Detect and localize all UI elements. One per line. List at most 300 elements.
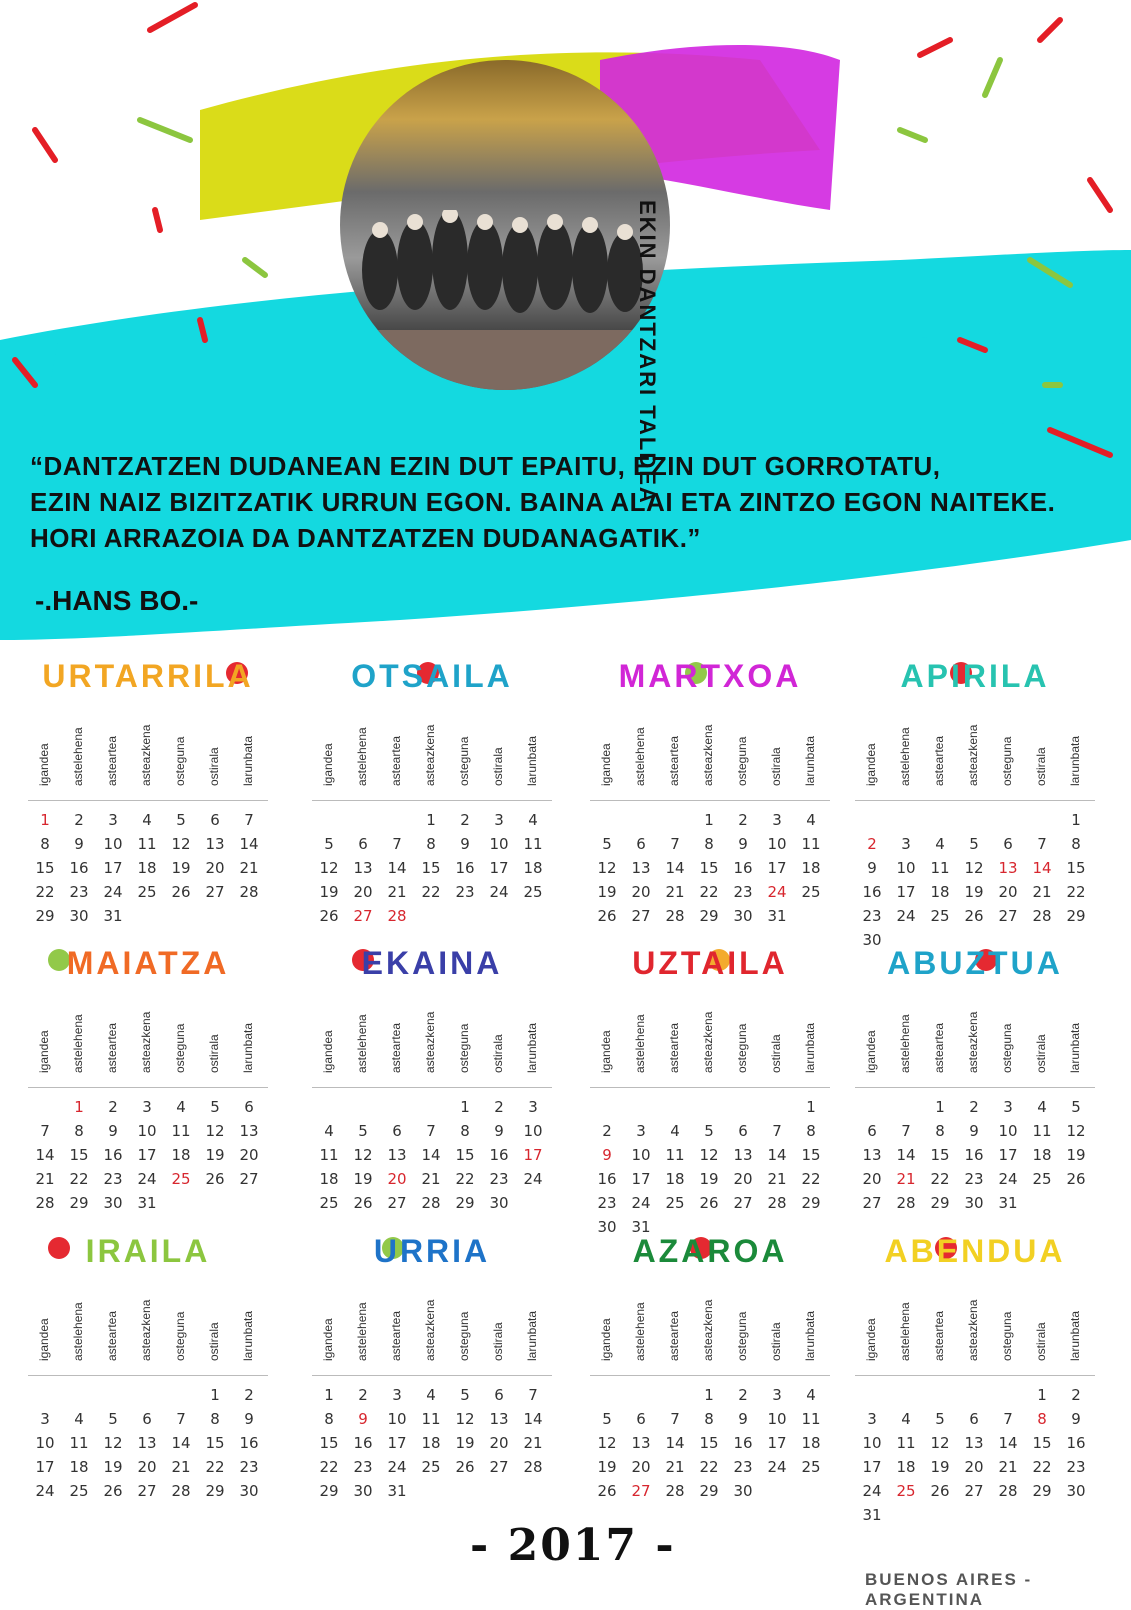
weekday-label: ostirala — [491, 747, 505, 786]
day: 9 — [602, 1146, 612, 1164]
quote-author: -.HANS BO.- — [35, 585, 199, 616]
day: 20 — [998, 883, 1018, 901]
day: 25 — [319, 1194, 339, 1212]
weekday-label: osteguna — [735, 736, 749, 786]
day: 25 — [69, 1482, 89, 1500]
day: 5 — [602, 1410, 612, 1428]
weekday-header — [590, 704, 830, 801]
day: 12 — [319, 859, 339, 877]
day: 5 — [176, 811, 186, 829]
weekday-label: igandea — [864, 743, 878, 786]
day: 11 — [665, 1146, 685, 1164]
day: 1 — [74, 1098, 84, 1116]
weekday-header — [28, 704, 268, 801]
weekday-cell — [590, 1279, 624, 1375]
weekday-cell — [232, 991, 266, 1087]
day: 12 — [455, 1410, 475, 1428]
weekday-cell — [164, 1279, 198, 1375]
weekday-cell — [760, 704, 794, 800]
place: BUENOS AIRES - ARGENTINA — [865, 1570, 1033, 1609]
day: 8 — [460, 1122, 470, 1140]
weekday-cell — [692, 1279, 726, 1375]
day: 21 — [35, 1170, 55, 1188]
weekday-label: ostirala — [207, 1322, 221, 1361]
day: 29 — [205, 1482, 225, 1500]
empty-day — [380, 1098, 414, 1122]
weekday-header — [312, 991, 552, 1088]
day: 11 — [523, 835, 543, 853]
day: 8 — [935, 1122, 945, 1140]
day: 9 — [867, 859, 877, 877]
day: 23 — [597, 1194, 617, 1212]
day: 8 — [1071, 835, 1081, 853]
day: 14 — [239, 835, 259, 853]
weekday-label: astelehena — [71, 727, 85, 786]
day: 3 — [40, 1410, 50, 1428]
day: 14 — [665, 859, 685, 877]
day: 17 — [35, 1458, 55, 1476]
day: 1 — [704, 1386, 714, 1404]
day: 3 — [772, 1386, 782, 1404]
day: 25 — [523, 883, 543, 901]
weekday-label: igandea — [321, 743, 335, 786]
day: 15 — [421, 859, 441, 877]
weekday-cell — [312, 991, 346, 1087]
day: 20 — [137, 1458, 157, 1476]
month-9 — [28, 1233, 268, 1506]
day: 19 — [930, 1458, 950, 1476]
month-name-text: EKAINA — [361, 945, 503, 981]
empty-day — [590, 1098, 624, 1122]
day: 28 — [171, 1482, 191, 1500]
weekday-cell — [658, 1279, 692, 1375]
day: 14 — [896, 1146, 916, 1164]
weekday-cell — [28, 704, 62, 800]
day: 10 — [103, 835, 123, 853]
days-grid — [590, 801, 830, 931]
day: 13 — [387, 1146, 407, 1164]
day: 10 — [998, 1122, 1018, 1140]
weekday-header — [855, 704, 1095, 801]
month-5 — [28, 945, 268, 1218]
weekday-label: larunbata — [803, 735, 817, 786]
weekday-cell — [198, 704, 232, 800]
day: 9 — [108, 1122, 118, 1140]
day: 19 — [353, 1170, 373, 1188]
weekday-cell — [482, 704, 516, 800]
day: 18 — [801, 859, 821, 877]
day: 6 — [636, 835, 646, 853]
day: 7 — [1037, 835, 1047, 853]
weekday-cell — [62, 704, 96, 800]
days-grid — [28, 1376, 268, 1506]
day: 1 — [1071, 811, 1081, 829]
weekday-label: osteguna — [457, 1023, 471, 1073]
weekday-label: astearteа — [667, 1310, 681, 1361]
day: 10 — [767, 1410, 787, 1428]
day: 23 — [353, 1458, 373, 1476]
day: 22 — [421, 883, 441, 901]
weekday-label: igandea — [864, 1318, 878, 1361]
weekday-cell — [516, 1279, 550, 1375]
empty-day — [1025, 811, 1059, 835]
day: 25 — [137, 883, 157, 901]
empty-day — [624, 1098, 658, 1122]
weekday-label: astearteа — [105, 1022, 119, 1073]
day: 19 — [205, 1146, 225, 1164]
day: 20 — [631, 1458, 651, 1476]
day: 16 — [964, 1146, 984, 1164]
day: 22 — [319, 1458, 339, 1476]
day: 30 — [733, 1482, 753, 1500]
day: 9 — [244, 1410, 254, 1428]
day: 18 — [319, 1170, 339, 1188]
day: 10 — [631, 1146, 651, 1164]
weekday-label: asteazkena — [966, 1011, 980, 1073]
day: 7 — [901, 1122, 911, 1140]
day: 8 — [40, 835, 50, 853]
day: 3 — [494, 811, 504, 829]
empty-day — [624, 1386, 658, 1410]
weekday-label: ostirala — [1034, 747, 1048, 786]
weekday-cell — [855, 704, 889, 800]
month-name-text: URTARRILA — [42, 658, 254, 694]
weekday-cell — [1059, 991, 1093, 1087]
weekday-cell — [346, 1279, 380, 1375]
day: 2 — [108, 1098, 118, 1116]
day: 18 — [171, 1146, 191, 1164]
day: 17 — [387, 1434, 407, 1452]
empty-day — [346, 1098, 380, 1122]
day: 24 — [998, 1170, 1018, 1188]
day: 26 — [699, 1194, 719, 1212]
day: 16 — [69, 859, 89, 877]
day: 7 — [40, 1122, 50, 1140]
weekday-label: osteguna — [173, 1023, 187, 1073]
day: 2 — [738, 811, 748, 829]
day: 21 — [239, 859, 259, 877]
day: 29 — [699, 1482, 719, 1500]
day: 29 — [455, 1194, 475, 1212]
day: 13 — [631, 1434, 651, 1452]
day: 18 — [930, 883, 950, 901]
weekday-label: igandea — [37, 1318, 51, 1361]
day: 14 — [35, 1146, 55, 1164]
day: 31 — [137, 1194, 157, 1212]
weekday-label: osteguna — [735, 1311, 749, 1361]
day: 29 — [69, 1194, 89, 1212]
group-name: EKIN DANTZARI TALDEA — [635, 200, 660, 505]
weekday-cell — [380, 704, 414, 800]
day: 11 — [69, 1434, 89, 1452]
weekday-label: ostirala — [491, 1322, 505, 1361]
day: 22 — [69, 1170, 89, 1188]
day: 30 — [239, 1482, 259, 1500]
weekday-label: osteguna — [735, 1023, 749, 1073]
weekday-label: igandea — [321, 1030, 335, 1073]
day: 6 — [210, 811, 220, 829]
day: 1 — [935, 1098, 945, 1116]
day: 20 — [631, 883, 651, 901]
weekday-cell — [198, 991, 232, 1087]
month-4 — [855, 658, 1095, 955]
month-name — [855, 1233, 1095, 1279]
day: 31 — [862, 1506, 882, 1524]
weekday-label: ostirala — [1034, 1034, 1048, 1073]
day: 3 — [636, 1122, 646, 1140]
day: 28 — [665, 907, 685, 925]
empty-day — [130, 1386, 164, 1410]
day: 3 — [901, 835, 911, 853]
day: 6 — [142, 1410, 152, 1428]
day: 15 — [205, 1434, 225, 1452]
weekday-cell — [889, 704, 923, 800]
weekday-label: osteguna — [173, 1311, 187, 1361]
day: 3 — [142, 1098, 152, 1116]
weekday-cell — [312, 1279, 346, 1375]
weekday-label: osteguna — [457, 736, 471, 786]
weekday-header — [855, 991, 1095, 1088]
day: 11 — [137, 835, 157, 853]
day: 4 — [806, 811, 816, 829]
month-name — [28, 658, 268, 704]
weekday-cell — [957, 991, 991, 1087]
weekday-label: astearteа — [389, 1310, 403, 1361]
weekday-label: astelehena — [633, 1302, 647, 1361]
day: 31 — [631, 1218, 651, 1236]
day: 26 — [205, 1170, 225, 1188]
day: 19 — [103, 1458, 123, 1476]
day: 30 — [353, 1482, 373, 1500]
weekday-label: astelehena — [633, 727, 647, 786]
day: 30 — [489, 1194, 509, 1212]
weekday-cell — [624, 1279, 658, 1375]
day: 20 — [353, 883, 373, 901]
day: 18 — [523, 859, 543, 877]
weekday-cell — [28, 991, 62, 1087]
day: 6 — [358, 835, 368, 853]
weekday-label: ostirala — [769, 747, 783, 786]
day: 8 — [210, 1410, 220, 1428]
weekday-header — [312, 704, 552, 801]
day: 26 — [597, 907, 617, 925]
day: 12 — [205, 1122, 225, 1140]
day: 20 — [862, 1170, 882, 1188]
empty-day — [380, 811, 414, 835]
days-grid — [855, 801, 1095, 955]
empty-day — [923, 1386, 957, 1410]
empty-day — [96, 1386, 130, 1410]
weekday-cell — [482, 1279, 516, 1375]
day: 6 — [392, 1122, 402, 1140]
day: 28 — [665, 1482, 685, 1500]
day: 4 — [142, 811, 152, 829]
day: 27 — [631, 1482, 651, 1500]
day: 16 — [103, 1146, 123, 1164]
day: 14 — [767, 1146, 787, 1164]
weekday-header — [855, 1279, 1095, 1376]
day: 22 — [699, 883, 719, 901]
month-name-text: OTSAILA — [351, 658, 513, 694]
weekday-label: astearteа — [105, 1310, 119, 1361]
day: 21 — [523, 1434, 543, 1452]
day: 13 — [489, 1410, 509, 1428]
day: 10 — [523, 1122, 543, 1140]
weekday-label: larunbata — [1068, 1022, 1082, 1073]
day: 13 — [998, 859, 1018, 877]
day: 26 — [353, 1194, 373, 1212]
weekday-label: ostirala — [207, 1034, 221, 1073]
weekday-label: astelehena — [71, 1014, 85, 1073]
month-name — [855, 945, 1095, 991]
month-2 — [312, 658, 552, 931]
day: 21 — [767, 1170, 787, 1188]
day: 4 — [176, 1098, 186, 1116]
days-grid — [855, 1376, 1095, 1530]
day: 31 — [767, 907, 787, 925]
weekday-cell — [380, 1279, 414, 1375]
day: 1 — [40, 811, 50, 829]
day: 18 — [69, 1458, 89, 1476]
day: 14 — [171, 1434, 191, 1452]
day: 10 — [489, 835, 509, 853]
weekday-cell — [448, 991, 482, 1087]
day: 29 — [319, 1482, 339, 1500]
weekday-label: larunbata — [803, 1310, 817, 1361]
weekday-cell — [1025, 991, 1059, 1087]
day: 7 — [426, 1122, 436, 1140]
weekday-cell — [957, 1279, 991, 1375]
day: 7 — [244, 811, 254, 829]
day: 13 — [239, 1122, 259, 1140]
day: 2 — [738, 1386, 748, 1404]
weekday-cell — [96, 1279, 130, 1375]
weekday-cell — [28, 1279, 62, 1375]
weekday-cell — [96, 704, 130, 800]
weekday-cell — [414, 991, 448, 1087]
day: 9 — [74, 835, 84, 853]
day: 30 — [964, 1194, 984, 1212]
days-grid — [312, 1376, 552, 1506]
weekday-header — [590, 1279, 830, 1376]
weekday-cell — [658, 991, 692, 1087]
weekday-label: larunbata — [241, 1310, 255, 1361]
day: 29 — [35, 907, 55, 925]
weekday-label: astelehena — [898, 1302, 912, 1361]
day: 28 — [1032, 907, 1052, 925]
day: 21 — [1032, 883, 1052, 901]
weekday-label: igandea — [864, 1030, 878, 1073]
weekday-cell — [232, 1279, 266, 1375]
day: 5 — [108, 1410, 118, 1428]
weekday-cell — [414, 704, 448, 800]
empty-day — [889, 1098, 923, 1122]
day: 16 — [733, 1434, 753, 1452]
day: 2 — [969, 1098, 979, 1116]
weekday-label: astearteа — [667, 735, 681, 786]
days-grid — [28, 1088, 268, 1218]
day: 15 — [455, 1146, 475, 1164]
empty-day — [855, 1098, 889, 1122]
weekday-label: asteazkena — [139, 1011, 153, 1073]
day: 22 — [35, 883, 55, 901]
water — [340, 330, 670, 390]
day: 17 — [998, 1146, 1018, 1164]
weekday-cell — [991, 1279, 1025, 1375]
day: 8 — [426, 835, 436, 853]
day: 11 — [896, 1434, 916, 1452]
day: 23 — [862, 907, 882, 925]
day: 30 — [597, 1218, 617, 1236]
weekday-label: larunbata — [241, 735, 255, 786]
weekday-cell — [1059, 704, 1093, 800]
day: 14 — [387, 859, 407, 877]
empty-day — [760, 1098, 794, 1122]
day: 23 — [69, 883, 89, 901]
day: 3 — [867, 1410, 877, 1428]
weekday-label: asteazkena — [139, 1299, 153, 1361]
weekday-cell — [164, 991, 198, 1087]
weekday-cell — [164, 704, 198, 800]
empty-day — [658, 811, 692, 835]
day: 18 — [421, 1434, 441, 1452]
day: 17 — [489, 859, 509, 877]
day: 5 — [460, 1386, 470, 1404]
empty-day — [692, 1098, 726, 1122]
weekday-cell — [130, 991, 164, 1087]
weekday-cell — [726, 991, 760, 1087]
days-grid — [312, 1088, 552, 1218]
day: 17 — [767, 1434, 787, 1452]
day: 6 — [969, 1410, 979, 1428]
day: 4 — [528, 811, 538, 829]
weekday-cell — [482, 991, 516, 1087]
day: 27 — [205, 883, 225, 901]
day: 24 — [35, 1482, 55, 1500]
day: 21 — [665, 1458, 685, 1476]
day: 9 — [1071, 1410, 1081, 1428]
weekday-cell — [62, 991, 96, 1087]
weekday-cell — [923, 991, 957, 1087]
day: 2 — [74, 811, 84, 829]
month-name-text: IRAILA — [85, 1233, 211, 1269]
day: 7 — [772, 1122, 782, 1140]
day: 13 — [862, 1146, 882, 1164]
month-11 — [590, 1233, 830, 1506]
weekday-label: larunbata — [525, 1022, 539, 1073]
day: 26 — [964, 907, 984, 925]
day: 29 — [1032, 1482, 1052, 1500]
day: 2 — [244, 1386, 254, 1404]
day: 31 — [998, 1194, 1018, 1212]
day: 18 — [1032, 1146, 1052, 1164]
day: 16 — [239, 1434, 259, 1452]
day: 17 — [103, 859, 123, 877]
day: 12 — [1066, 1122, 1086, 1140]
day: 3 — [108, 811, 118, 829]
weekday-label: asteazkena — [966, 1299, 980, 1361]
day: 5 — [969, 835, 979, 853]
weekday-label: asteazkena — [423, 1299, 437, 1361]
day: 16 — [455, 859, 475, 877]
day: 21 — [421, 1170, 441, 1188]
month-name-text: APIRILA — [900, 658, 1050, 694]
weekday-label: larunbata — [1068, 735, 1082, 786]
day: 6 — [738, 1122, 748, 1140]
day: 17 — [137, 1146, 157, 1164]
day: 28 — [387, 907, 407, 925]
weekday-cell — [760, 991, 794, 1087]
